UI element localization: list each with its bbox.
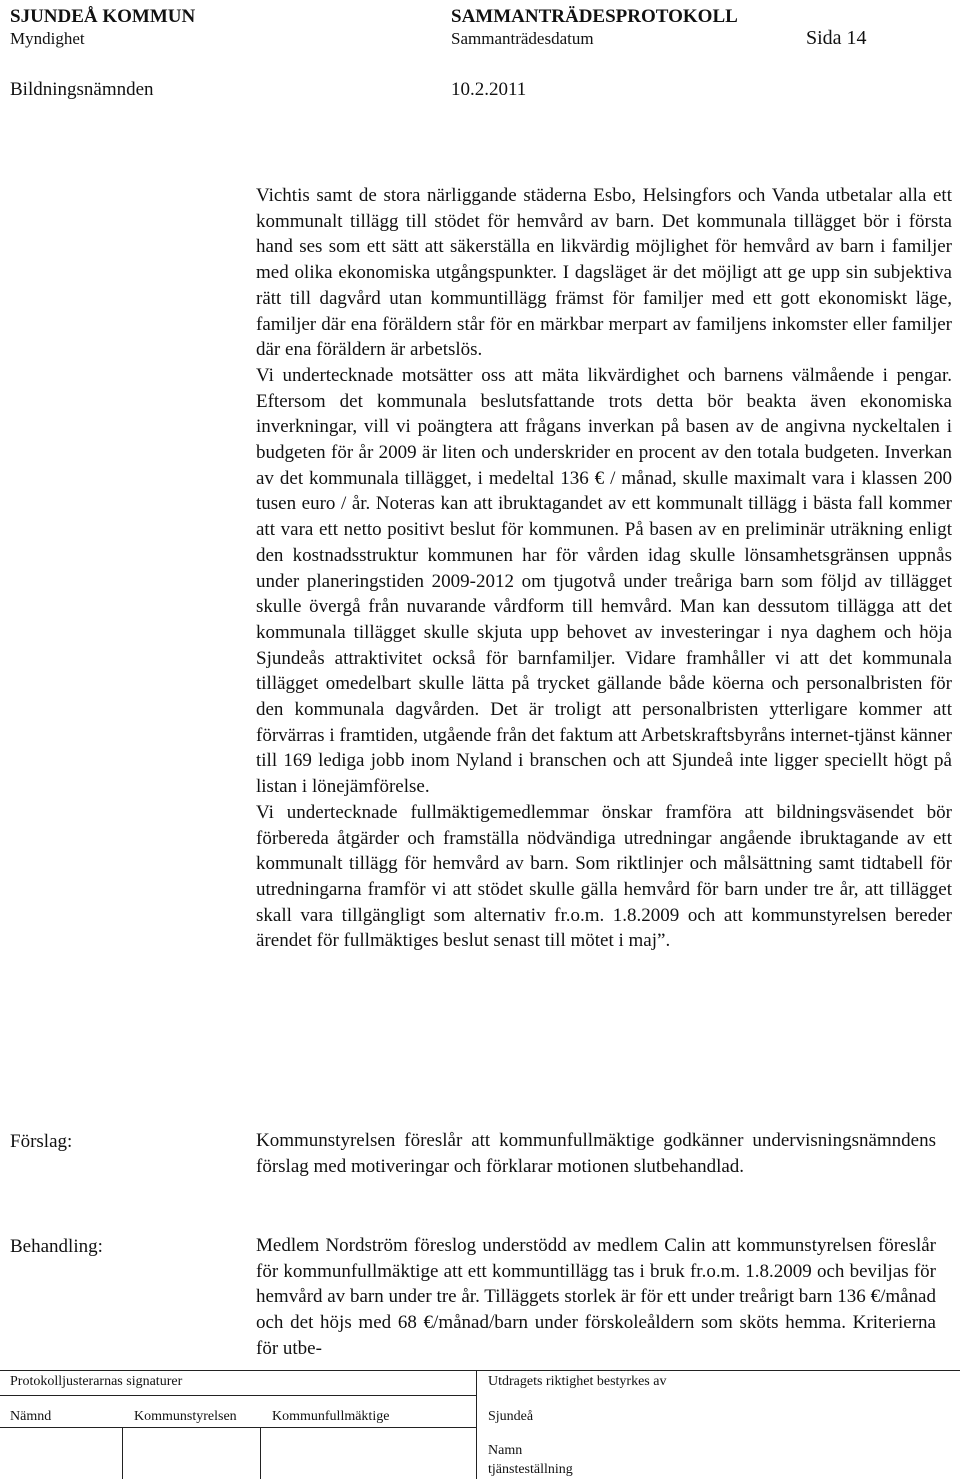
meeting-date-label: Sammanträdesdatum <box>451 29 594 48</box>
proposal-label: Förslag: <box>10 1131 73 1152</box>
body-text <box>256 183 952 954</box>
authority-label: Myndighet <box>10 29 85 48</box>
treatment-text: Medlem Nordström föreslog understödd av medlem Calin att kommunstyrelsen föreslår för kommunfullmäktige att ett kommuntillägg tas i bruk fr.o.m. 1.8.2009 och beviljas för hemvård av barn under tre år. Tilläggets storlek är för ett under treårigt barn 136 €/månad och det höjs med 68 €/månad/barn under förskoleåldern som sköts hemma. Kriterierna för utbe- <box>256 1235 936 1359</box>
signatures-label: Protokolljusterarnas signaturer <box>10 1374 183 1389</box>
extract-certified-label: Utdragets riktighet bestyrkes av <box>488 1374 667 1389</box>
paragraph: Vichtis samt de stora närliggande städerna Esbo, Helsingfors och Vanda utbetalar alla ett kommunalt tillägg till stödet för hemvård av barn. Det kommunala tillägget bör i första hand ses som ett sätt att säkerställa en likvärdig möjlighet för hemvård av barn i familjer med olika ekonomiska utgångspunkter. I dagsläget är det möjligt att ge upp sin subjektiva rätt till dagvård utan kommuntillägg främst för familjer med ett gott ekonomiskt läge, familjer där ena föräldern står för en märkbar merpart av familjens inkomster eller familjer där ena föräldern är arbetslös. <box>256 185 952 361</box>
footer-rule <box>0 1427 476 1428</box>
column-kommunstyrelsen: Kommunstyrelsen <box>134 1409 237 1424</box>
footer-divider <box>260 1427 261 1479</box>
column-namnd: Nämnd <box>10 1409 52 1424</box>
place-name: Sjundeå <box>488 1409 534 1424</box>
document-type: SAMMANTRÄDESPROTOKOLL <box>451 6 738 27</box>
page-number: Sida 14 <box>806 27 867 49</box>
proposal-text: Kommunstyrelsen föreslår att kommunfullmäktige godkänner undervisningsnämndens förslag med motiveringar och förklarar motionen slutbehandlad. <box>256 1130 936 1177</box>
municipality-name: SJUNDEÅ KOMMUN <box>10 6 196 27</box>
treatment-label: Behandling: <box>10 1236 103 1257</box>
paragraph: Vi undertecknade fullmäktigemedlemmar önskar framföra att bildningsväsendet bör förbereda åtgärder och framställa nödvändiga utredningar angående ibruktagande av ett kommunalt tillägg för hemvård av barn. Som riktlinjer och målsättning samt tidtabell för utredningarna framför vi att stödet skulle gälla hemvård för barn under tre år, att tillägget skall vara tillgängligt som alternativ fr.o.m. 1.8.2009 och att kommunstyrelsen bereder ärendet för fullmäktiges beslut senast till mötet i maj”. <box>256 801 952 952</box>
footer-rule <box>0 1395 476 1396</box>
name-label: Namn <box>488 1443 523 1458</box>
footer-divider <box>476 1371 477 1479</box>
authority-name: Bildningsnämnden <box>10 79 154 100</box>
column-kommunfullmaktige: Kommunfullmäktige <box>272 1409 390 1424</box>
meeting-date: 10.2.2011 <box>451 79 527 100</box>
paragraph: Vi undertecknade motsätter oss att mäta likvärdighet och barnens välmående i pengar. Eftersom det kommunala beslutsfattande trots detta bör beakta även ekonomiska inverkningar, vill vi poängtera att frågans inverkan på basen av de angivna nyckeltalen i budgeten för år 2009 är liten och underskrider en procent av den totala budgeten. Inverkan av det kommunala tillägget, i medeltal 136 € / månad, skulle maximalt vara i klassen 200 tusen euro / år. Noteras kan att ibruktagandet av ett kommunalt tillägg i bästa fall kommer att vara ett netto positivt beslut för kommunen. På basen av en preliminär uträkning enligt den kostnadsstruktur kommunen har för vården idag skulle lönsamhetsgränsen uppnås under planeringstiden 2009-2012 om tjugotvå under treåriga barn som följd av tillägget skulle övergå från nuvarande vårdform till hemvård. Man kan dessutom tillägga att det kommunala tillägget skulle skjuta upp behovet av investeringar i nya daghem och höja Sjundeås attraktivitet också för barnfamiljer. Vidare framhåller vi att det kommunala tillägget omedelbart skulle lätta på trycket gällande både köerna och personalbristen för den kommunala dagvården. Det är troligt att personalbristen ytterligare kommer att förvärras i framtiden, utgående från det faktum att Arbetskraftsbyråns internet-tjänst känner till 169 lediga jobb inom Nyland i branschen och att Sjundeå inte ligger speciellt högt på listan i lönejämförelse. <box>256 364 952 798</box>
footer-divider <box>122 1427 123 1479</box>
signature-footer <box>0 1370 960 1479</box>
position-label: tjänsteställning <box>488 1462 573 1477</box>
